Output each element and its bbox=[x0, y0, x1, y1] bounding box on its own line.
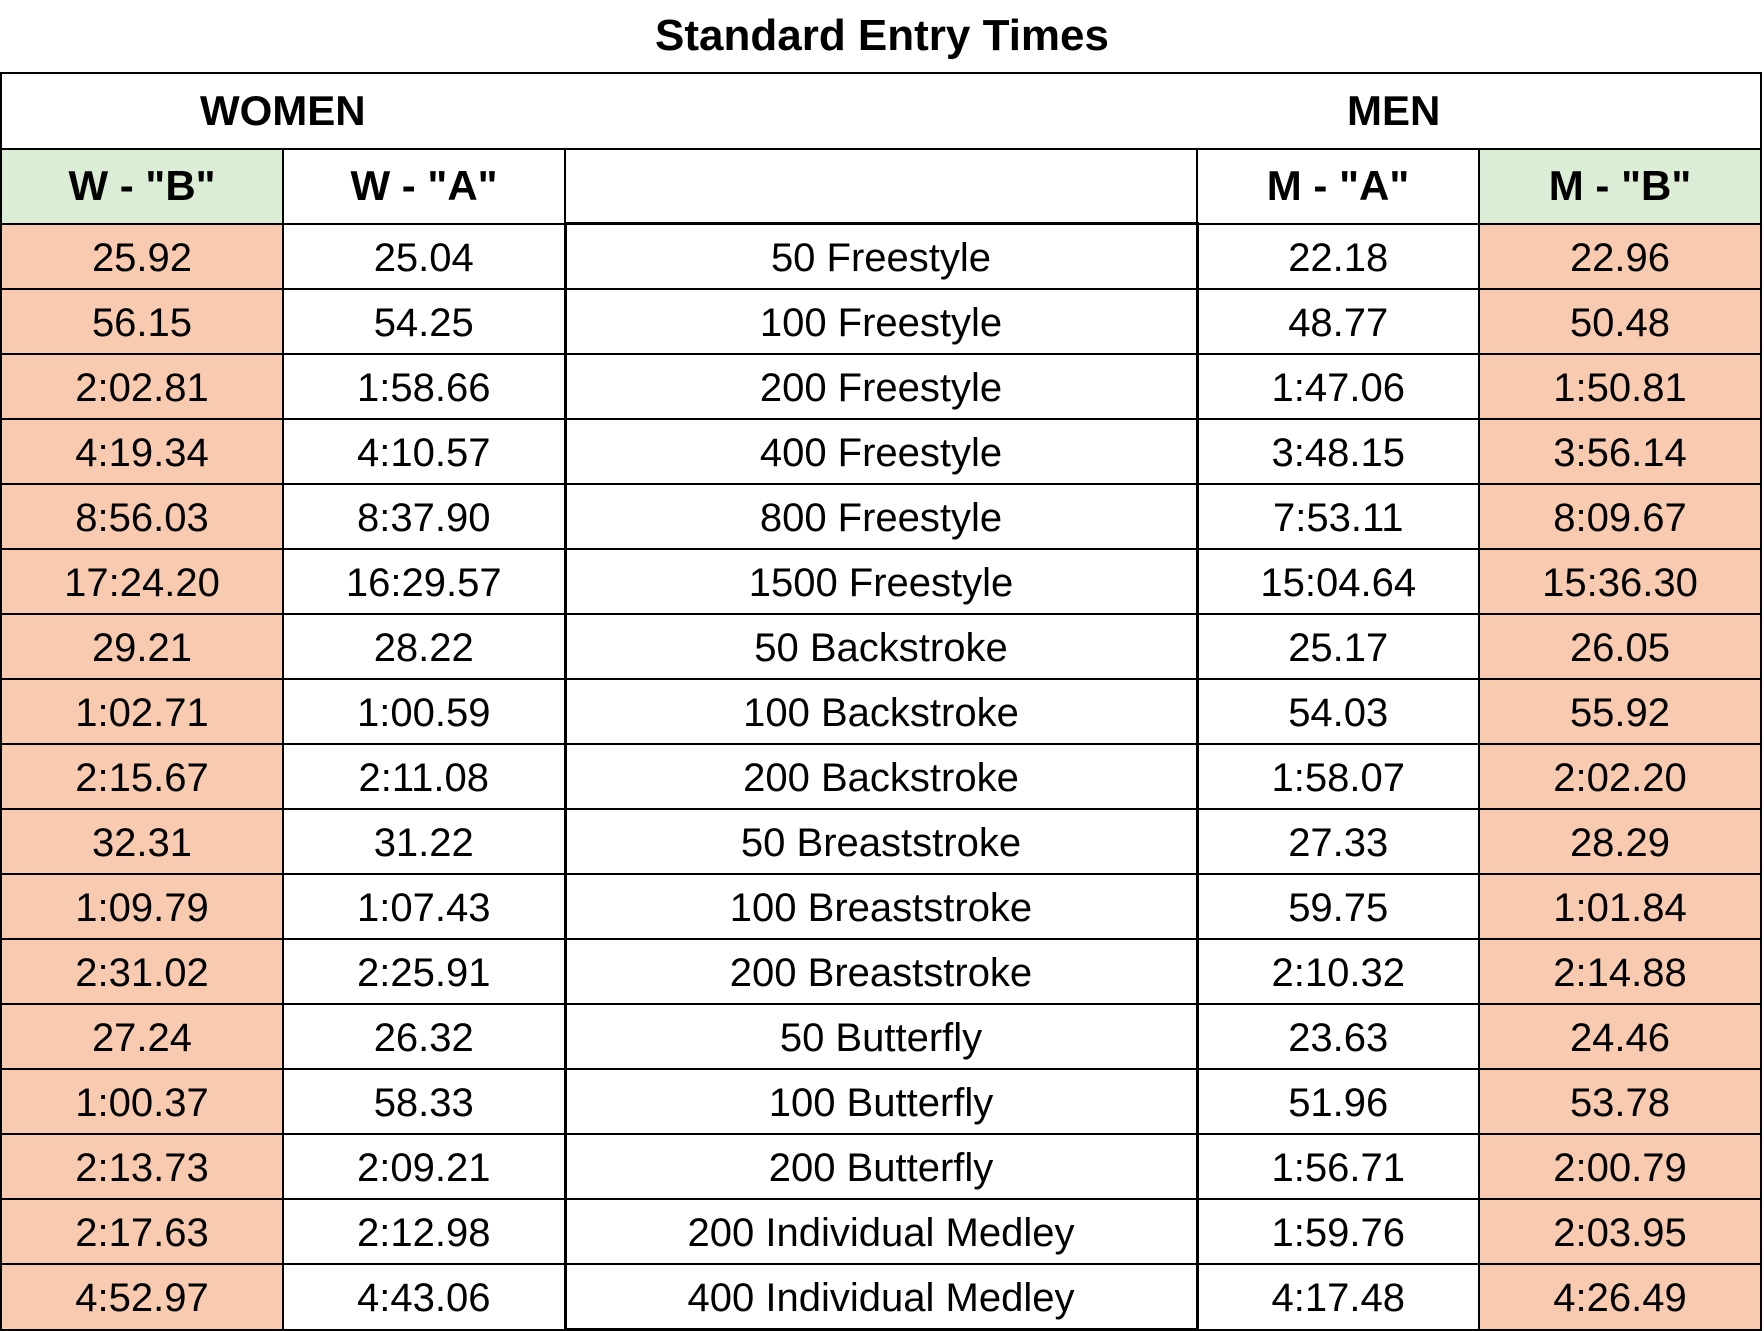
women-a-time-cell: 2:12.98 bbox=[283, 1199, 565, 1264]
women-b-time-cell: 1:00.37 bbox=[1, 1069, 283, 1134]
table-row bbox=[1, 1134, 1761, 1199]
table-row bbox=[1, 289, 1761, 354]
men-b-time-cell: 1:01.84 bbox=[1479, 874, 1761, 939]
men-group-header: MEN bbox=[1197, 73, 1761, 149]
men-a-time-cell: 59.75 bbox=[1197, 874, 1479, 939]
women-a-time-cell: 16:29.57 bbox=[283, 549, 565, 614]
table-row bbox=[1, 484, 1761, 549]
event-name-cell: 50 Freestyle bbox=[565, 224, 1197, 290]
men-b-time-cell: 2:00.79 bbox=[1479, 1134, 1761, 1199]
men-a-time-cell: 51.96 bbox=[1197, 1069, 1479, 1134]
women-b-time-cell: 56.15 bbox=[1, 289, 283, 354]
men-b-time-cell: 55.92 bbox=[1479, 679, 1761, 744]
women-b-time-cell: 32.31 bbox=[1, 809, 283, 874]
women-b-time-cell: 2:13.73 bbox=[1, 1134, 283, 1199]
women-b-time-cell: 2:02.81 bbox=[1, 354, 283, 419]
women-b-time-cell: 4:19.34 bbox=[1, 419, 283, 484]
men-a-time-cell: 3:48.15 bbox=[1197, 419, 1479, 484]
event-name-cell: 200 Butterfly bbox=[565, 1134, 1197, 1199]
women-b-time-cell: 2:31.02 bbox=[1, 939, 283, 1004]
event-name-cell: 100 Breaststroke bbox=[565, 874, 1197, 939]
men-a-time-cell: 7:53.11 bbox=[1197, 484, 1479, 549]
table-row bbox=[1, 939, 1761, 1004]
women-b-time-cell: 8:56.03 bbox=[1, 484, 283, 549]
column-header-w-a: W - "A" bbox=[283, 149, 565, 224]
men-a-time-cell: 23.63 bbox=[1197, 1004, 1479, 1069]
women-a-time-cell: 2:25.91 bbox=[283, 939, 565, 1004]
table-row bbox=[1, 549, 1761, 614]
men-a-time-cell: 22.18 bbox=[1197, 224, 1479, 290]
event-name-cell: 50 Backstroke bbox=[565, 614, 1197, 679]
men-a-time-cell: 48.77 bbox=[1197, 289, 1479, 354]
page-title: Standard Entry Times bbox=[655, 11, 1109, 60]
event-name-cell: 200 Freestyle bbox=[565, 354, 1197, 419]
women-a-time-cell: 4:43.06 bbox=[283, 1264, 565, 1330]
entry-times-table bbox=[0, 72, 1762, 1331]
column-header-m-a: M - "A" bbox=[1197, 149, 1479, 224]
women-a-time-cell: 31.22 bbox=[283, 809, 565, 874]
men-b-time-cell: 8:09.67 bbox=[1479, 484, 1761, 549]
men-b-time-cell: 2:02.20 bbox=[1479, 744, 1761, 809]
event-name-cell: 400 Individual Medley bbox=[565, 1264, 1197, 1330]
table-row bbox=[1, 1264, 1761, 1330]
table-row bbox=[1, 224, 1761, 290]
event-name-cell: 400 Freestyle bbox=[565, 419, 1197, 484]
event-name-cell: 800 Freestyle bbox=[565, 484, 1197, 549]
men-a-time-cell: 2:10.32 bbox=[1197, 939, 1479, 1004]
women-a-time-cell: 1:58.66 bbox=[283, 354, 565, 419]
men-b-time-cell: 3:56.14 bbox=[1479, 419, 1761, 484]
women-b-time-cell: 25.92 bbox=[1, 224, 283, 290]
men-b-time-cell: 15:36.30 bbox=[1479, 549, 1761, 614]
column-header-m-b: M - "B" bbox=[1479, 149, 1761, 224]
table-row bbox=[1, 354, 1761, 419]
men-b-time-cell: 50.48 bbox=[1479, 289, 1761, 354]
table-row bbox=[1, 1069, 1761, 1134]
men-a-time-cell: 1:47.06 bbox=[1197, 354, 1479, 419]
table-row bbox=[1, 874, 1761, 939]
column-header-row bbox=[1, 149, 1761, 224]
men-b-time-cell: 53.78 bbox=[1479, 1069, 1761, 1134]
women-a-time-cell: 2:09.21 bbox=[283, 1134, 565, 1199]
men-b-time-cell: 26.05 bbox=[1479, 614, 1761, 679]
men-a-time-cell: 25.17 bbox=[1197, 614, 1479, 679]
group-header-gap bbox=[565, 73, 1197, 149]
women-a-time-cell: 1:07.43 bbox=[283, 874, 565, 939]
event-name-cell: 200 Breaststroke bbox=[565, 939, 1197, 1004]
table-row bbox=[1, 679, 1761, 744]
table-row bbox=[1, 419, 1761, 484]
men-a-time-cell: 4:17.48 bbox=[1197, 1264, 1479, 1330]
men-b-time-cell: 2:14.88 bbox=[1479, 939, 1761, 1004]
women-b-time-cell: 2:15.67 bbox=[1, 744, 283, 809]
women-a-time-cell: 26.32 bbox=[283, 1004, 565, 1069]
women-a-time-cell: 1:00.59 bbox=[283, 679, 565, 744]
women-b-time-cell: 27.24 bbox=[1, 1004, 283, 1069]
women-a-time-cell: 54.25 bbox=[283, 289, 565, 354]
table-row bbox=[1, 614, 1761, 679]
women-b-time-cell: 29.21 bbox=[1, 614, 283, 679]
event-name-cell: 50 Butterfly bbox=[565, 1004, 1197, 1069]
men-b-time-cell: 22.96 bbox=[1479, 224, 1761, 290]
women-b-time-cell: 4:52.97 bbox=[1, 1264, 283, 1330]
women-a-time-cell: 2:11.08 bbox=[283, 744, 565, 809]
men-b-time-cell: 28.29 bbox=[1479, 809, 1761, 874]
men-a-time-cell: 1:58.07 bbox=[1197, 744, 1479, 809]
women-b-time-cell: 17:24.20 bbox=[1, 549, 283, 614]
men-a-time-cell: 54.03 bbox=[1197, 679, 1479, 744]
table-row bbox=[1, 1004, 1761, 1069]
women-a-time-cell: 4:10.57 bbox=[283, 419, 565, 484]
men-a-time-cell: 15:04.64 bbox=[1197, 549, 1479, 614]
column-header-w-b: W - "B" bbox=[1, 149, 283, 224]
event-name-cell: 1500 Freestyle bbox=[565, 549, 1197, 614]
men-b-time-cell: 24.46 bbox=[1479, 1004, 1761, 1069]
women-b-time-cell: 1:09.79 bbox=[1, 874, 283, 939]
event-name-cell: 100 Backstroke bbox=[565, 679, 1197, 744]
men-b-time-cell: 2:03.95 bbox=[1479, 1199, 1761, 1264]
men-a-time-cell: 27.33 bbox=[1197, 809, 1479, 874]
event-name-cell: 200 Backstroke bbox=[565, 744, 1197, 809]
table-row bbox=[1, 744, 1761, 809]
women-b-time-cell: 2:17.63 bbox=[1, 1199, 283, 1264]
event-name-cell: 100 Freestyle bbox=[565, 289, 1197, 354]
men-b-time-cell: 4:26.49 bbox=[1479, 1264, 1761, 1330]
event-name-cell: 200 Individual Medley bbox=[565, 1199, 1197, 1264]
men-b-time-cell: 1:50.81 bbox=[1479, 354, 1761, 419]
event-name-cell: 100 Butterfly bbox=[565, 1069, 1197, 1134]
women-a-time-cell: 25.04 bbox=[283, 224, 565, 290]
women-a-time-cell: 28.22 bbox=[283, 614, 565, 679]
table-row bbox=[1, 809, 1761, 874]
group-header-row bbox=[1, 73, 1761, 149]
men-a-time-cell: 1:56.71 bbox=[1197, 1134, 1479, 1199]
women-group-header: WOMEN bbox=[1, 73, 565, 149]
table-row bbox=[1, 1199, 1761, 1264]
women-a-time-cell: 58.33 bbox=[283, 1069, 565, 1134]
women-b-time-cell: 1:02.71 bbox=[1, 679, 283, 744]
women-a-time-cell: 8:37.90 bbox=[283, 484, 565, 549]
men-a-time-cell: 1:59.76 bbox=[1197, 1199, 1479, 1264]
event-name-cell: 50 Breaststroke bbox=[565, 809, 1197, 874]
column-header-event bbox=[565, 149, 1197, 224]
